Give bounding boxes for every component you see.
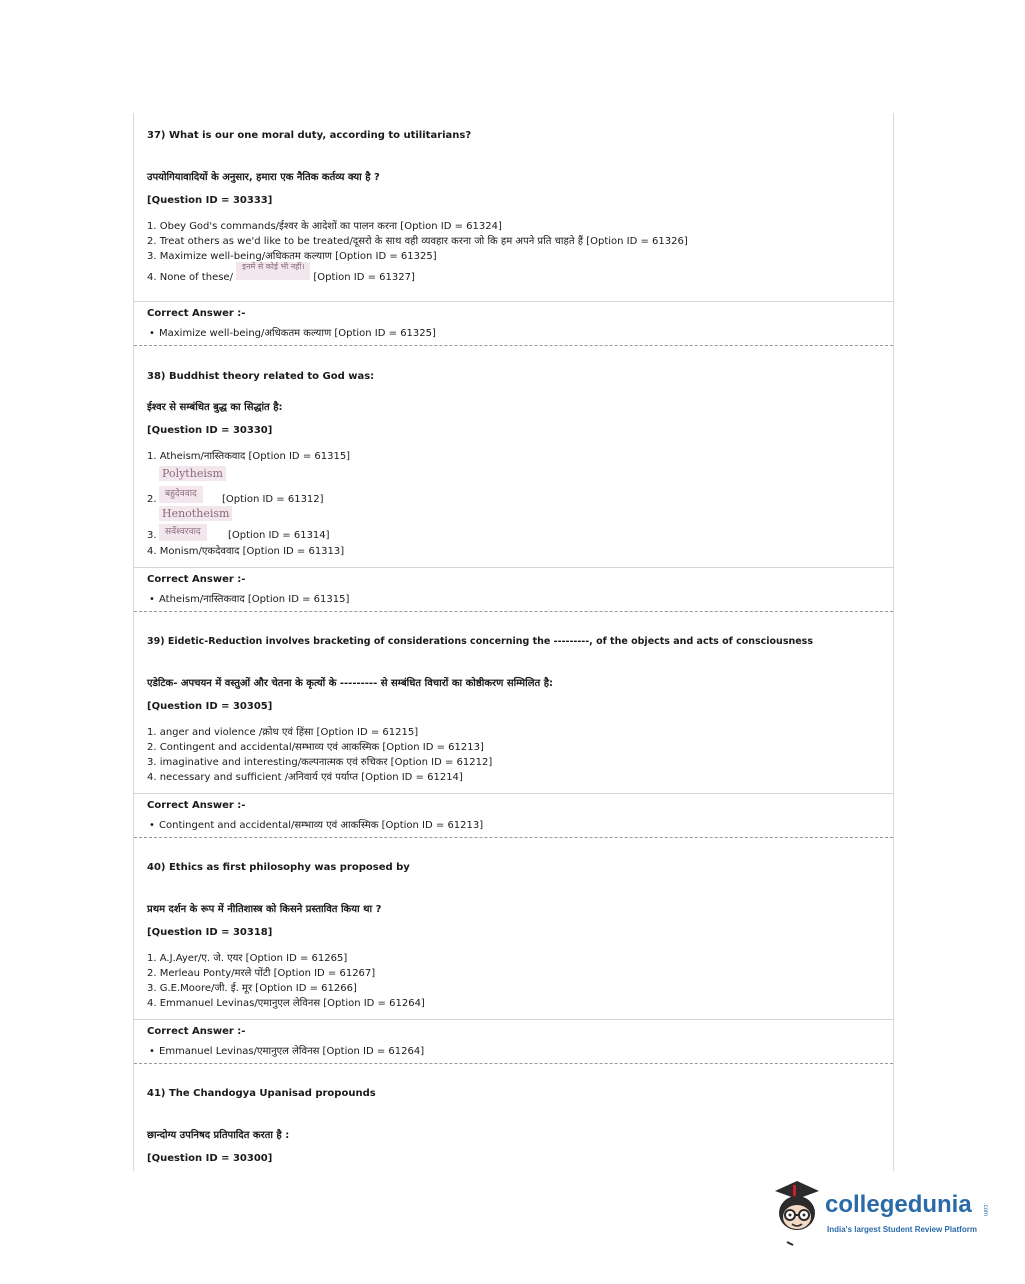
option-1: 1. Atheism/नास्तिकवाद [Option ID = 61315]: [147, 451, 351, 462]
divider: [134, 567, 893, 568]
option-4: 4. Monism/एकदेववाद [Option ID = 61313]: [147, 546, 345, 557]
bullet-icon: •: [149, 594, 155, 605]
handwritten-henotheism: Henotheism: [159, 506, 232, 521]
bullet-icon: •: [149, 820, 155, 831]
option-4: 4. necessary and sufficient /अनिवार्य एवं पर्याप्त [Option ID = 61214]: [147, 772, 463, 783]
question-hindi: एडेटिक- अपचयन में वस्तुओं और चेतना के कृत्यों के --------- से सम्बंधित विचारों का कोष्ठीकरण सम्मिलित है:: [147, 678, 554, 689]
correct-answer-text: Maximize well-being/अधिकतम कल्याण [Option ID = 61325]: [159, 328, 436, 339]
correct-answer-text: Atheism/नास्तिकवाद [Option ID = 61315]: [159, 594, 350, 605]
option-3-id: [Option ID = 61314]: [228, 530, 330, 541]
question-id: [Question ID = 30318]: [147, 927, 273, 938]
correct-answer-text: Emmanuel Levinas/एमानुएल लेविनस [Option ID = 61264]: [159, 1046, 425, 1057]
option-1: 1. A.J.Ayer/ए. जे. एयर [Option ID = 61265]: [147, 953, 348, 964]
options-list: [147, 725, 492, 785]
bullet-icon: •: [149, 1046, 155, 1057]
question-hindi: उपयोगियावादियों के अनुसार, हमारा एक नैतिक कर्तव्य क्या है ?: [147, 172, 380, 183]
question-title: 38) Buddhist theory related to God was:: [147, 371, 375, 382]
handwritten-sarveshwarvad: सर्वेश्वरवाद: [159, 524, 207, 541]
question-paper: [133, 113, 894, 1171]
question-title: 40) Ethics as first philosophy was proposed by: [147, 862, 410, 873]
handwritten-note: इनमें से कोई भी नहीं।: [236, 262, 310, 280]
question-hindi: छान्दोग्य उपनिषद प्रतिपादित करता है :: [147, 1130, 290, 1141]
question-title: 39) Eidetic-Reduction involves bracketing of considerations concerning the ---------, of the objects and acts of consciousness: [147, 636, 813, 647]
correct-answer-label: Correct Answer :-: [147, 1026, 246, 1037]
collegedunia-logo: [767, 1177, 997, 1247]
option-2: 2. Contingent and accidental/सम्भाव्य एवं आकस्मिक [Option ID = 61213]: [147, 742, 484, 753]
mascot-icon: [767, 1177, 827, 1247]
option-3: 3. Maximize well-being/अधिकतम कल्याण [Option ID = 61325]: [147, 251, 437, 262]
question-divider: [134, 611, 893, 612]
option-2-id: [Option ID = 61312]: [222, 494, 324, 505]
question-id: [Question ID = 30300]: [147, 1153, 273, 1164]
logo-tagline: India's largest Student Review Platform: [827, 1225, 977, 1234]
question-title: 37) What is our one moral duty, according to utilitarians?: [147, 130, 472, 141]
correct-answer-text: Contingent and accidental/सम्भाव्य एवं आकस्मिक [Option ID = 61213]: [159, 820, 484, 831]
divider: [134, 301, 893, 302]
bullet-icon: •: [149, 328, 155, 339]
correct-answer: [147, 817, 483, 831]
option-2: 2. Treat others as we'd like to be treated/दूसरो के साथ वही व्यवहार करना जो कि हम अपने प्रति चाहते हैं [Option ID = 61326]: [147, 236, 688, 247]
question-title: 41) The Chandogya Upanisad propounds: [147, 1088, 376, 1099]
correct-answer: [147, 325, 436, 339]
handwritten-bahudevvad: बहुदेववाद: [159, 486, 203, 503]
handwritten-polytheism: Polytheism: [159, 466, 226, 481]
option-2: 2. Merleau Ponty/मरले पोंटी [Option ID = 61267]: [147, 968, 376, 979]
options-list: [147, 951, 425, 1011]
logo-domain: .com: [982, 1203, 988, 1217]
question-id: [Question ID = 30330]: [147, 425, 273, 436]
options-list: [147, 449, 547, 559]
option-1: 1. anger and violence /क्रोध एवं हिंसा [Option ID = 61215]: [147, 727, 419, 738]
option-3: [147, 508, 547, 544]
question-divider: [134, 837, 893, 838]
option-4-prefix: 4. None of these/: [147, 272, 233, 283]
question-hindi: प्रथम दर्शन के रूप में नीतिशास्त्र को किसने प्रस्तावित किया था ?: [147, 904, 382, 915]
correct-answer: [147, 591, 349, 605]
option-4: [147, 262, 688, 285]
correct-answer-label: Correct Answer :-: [147, 574, 246, 585]
question-hindi: ईश्वर से सम्बंधित बुद्ध का सिद्धांत है:: [147, 402, 283, 413]
options-list: [147, 219, 688, 285]
option-2: [147, 464, 547, 508]
option-3: 3. imaginative and interesting/कल्पनात्मक एवं रुचिकर [Option ID = 61212]: [147, 757, 493, 768]
correct-answer-label: Correct Answer :-: [147, 800, 246, 811]
divider: [134, 1019, 893, 1020]
option-1: 1. Obey God's commands/ईश्वर के आदेशों का पालन करना [Option ID = 61324]: [147, 221, 502, 232]
question-divider: [134, 345, 893, 346]
correct-answer: [147, 1043, 424, 1057]
question-id: [Question ID = 30305]: [147, 701, 273, 712]
question-divider: [134, 1063, 893, 1064]
divider: [134, 793, 893, 794]
option-4-id: [Option ID = 61327]: [313, 272, 415, 283]
question-id: [Question ID = 30333]: [147, 195, 273, 206]
correct-answer-label: Correct Answer :-: [147, 308, 246, 319]
option-4: 4. Emmanuel Levinas/एमानुएल लेविनस [Option ID = 61264]: [147, 998, 425, 1009]
option-3: 3. G.E.Moore/जी. ई. मूर [Option ID = 61266]: [147, 983, 357, 994]
option-3-number: 3.: [147, 530, 157, 541]
option-2-number: 2.: [147, 494, 157, 505]
logo-wordmark: collegedunia: [825, 1191, 972, 1218]
